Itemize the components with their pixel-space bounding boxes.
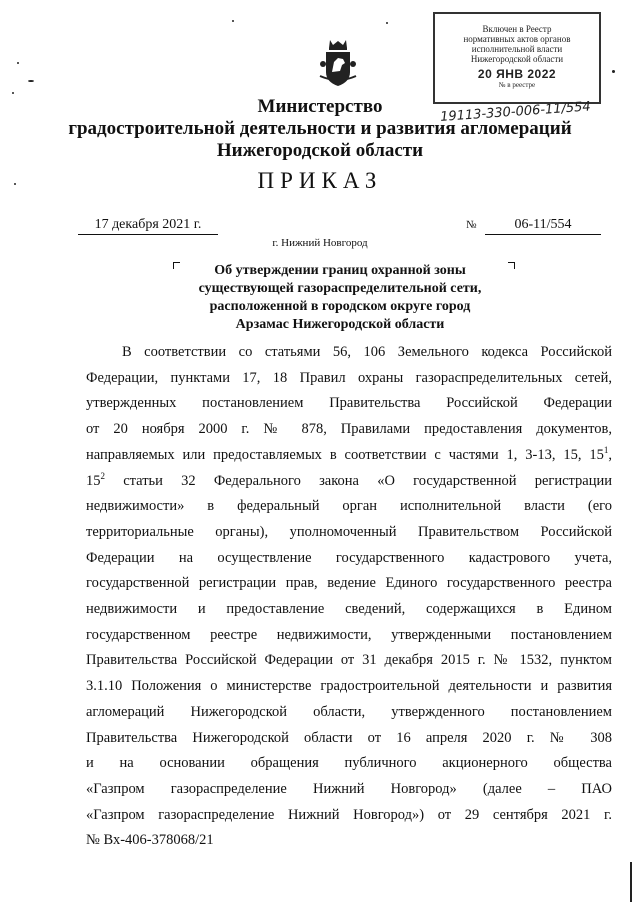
body-line: государственной регистрации прав, ведение Единого государственного реестра — [86, 575, 612, 592]
superscript: 2 — [100, 470, 105, 481]
body-line: утвержденных постановлением Правительства Российской Федерации — [86, 395, 612, 412]
ministry-title-line-3: Нижегородской области — [216, 140, 424, 161]
body-line: 3.1.10 Положения о министерстве градостроительной деятельности и развития — [86, 678, 612, 695]
scan-speck — [386, 22, 388, 24]
order-number: 06-11/554 — [485, 217, 601, 235]
subject-line-2: существующей газораспределительной сети, — [198, 281, 482, 296]
scan-speck — [14, 183, 16, 185]
subject-corner-right — [508, 262, 515, 269]
stamp-line-3: исполнительной власти — [471, 44, 563, 54]
body-line-text: направляемых или предоставляемых в соответствии с частями 1, 3-13, 15, 15 — [86, 446, 604, 463]
scan-speck — [12, 92, 14, 94]
body-line: В соответствии со статьями 56, 106 Земельного кодекса Российской — [122, 344, 612, 360]
body-line: Федерации, пунктами 17, 18 Правил охраны газораспределительных сетей, — [86, 369, 612, 386]
body-line: Правительства Российской Федерации от 31 декабря 2015 г. № 1532, пунктом — [86, 652, 612, 669]
stamp-line-1: Включен в Реестр — [482, 24, 552, 34]
body-line: «Газпром газораспределение Нижний Новгород») от 29 сентября 2021 г. — [86, 806, 612, 823]
city: г. Нижний Новгород — [272, 237, 368, 249]
order-body — [86, 340, 612, 854]
body-line: «Газпром газораспределение Нижний Новгород» (далее – ПАО — [86, 780, 612, 797]
superscript: 1 — [603, 444, 609, 455]
body-line: недвижимости» в федеральный орган исполнительной власти (его — [86, 498, 612, 515]
body-line: и на основании обращения публичного акционерного общества — [86, 755, 612, 772]
body-line: Правительства Нижегородской области от 16 апреля 2020 г. № 308 — [86, 729, 612, 746]
document-type-title: ПРИКАЗ — [257, 168, 383, 193]
body-line: территориальные органы), уполномоченный Правительством Российской — [86, 523, 612, 540]
scan-speck — [28, 80, 34, 82]
body-line: № Вх-406-378068/21 — [86, 832, 214, 849]
stamp-registry-label: № в реестре — [498, 81, 536, 89]
scan-speck — [17, 62, 19, 64]
body-line: государственном реестре недвижимости, утвержденными постановлением — [86, 626, 612, 643]
stamp-date: 20 ЯНВ 2022 — [477, 67, 557, 81]
order-number-label: № — [466, 219, 477, 231]
body-line: от 20 ноября 2000 г. № 878, Правилами предоставления документов, — [86, 421, 612, 438]
ministry-title-line-1: Министерство — [257, 96, 383, 117]
coat-of-arms-icon — [318, 38, 358, 88]
scan-speck — [232, 20, 234, 22]
registry-stamp — [433, 12, 601, 104]
body-line — [86, 469, 612, 495]
body-line-text: , — [608, 446, 612, 463]
ministry-title-line-2: градостроительной деятельности и развития агломераций — [68, 118, 572, 139]
scan-speck — [612, 70, 615, 73]
stamp-line-2: нормативных актов органов — [463, 34, 571, 44]
subject-corner-left — [173, 262, 180, 269]
order-subject — [180, 262, 500, 334]
body-line-text: 15 — [86, 472, 101, 489]
subject-line-4: Арзамас Нижегородской области — [235, 317, 445, 332]
body-line-text: статьи 32 Федерального закона «О государственной регистрации — [105, 472, 612, 489]
subject-line-1: Об утверждении границ охранной зоны — [214, 263, 466, 278]
stamp-line-4: Нижегородской области — [470, 54, 564, 64]
stamp-registry-number: 19113-330-006-11/554 — [439, 99, 592, 125]
body-line: агломераций Нижегородской области, утвержденного постановлением — [86, 703, 612, 720]
subject-line-3: расположенной в городском округе город — [209, 299, 471, 314]
order-date: 17 декабря 2021 г. — [78, 217, 218, 235]
body-line: Федерации на осуществление государственного кадастрового учета, — [86, 549, 612, 566]
body-line — [86, 443, 612, 469]
scan-speck — [630, 862, 632, 902]
body-line: недвижимости и предоставление сведений, содержащихся в Едином — [86, 601, 612, 618]
